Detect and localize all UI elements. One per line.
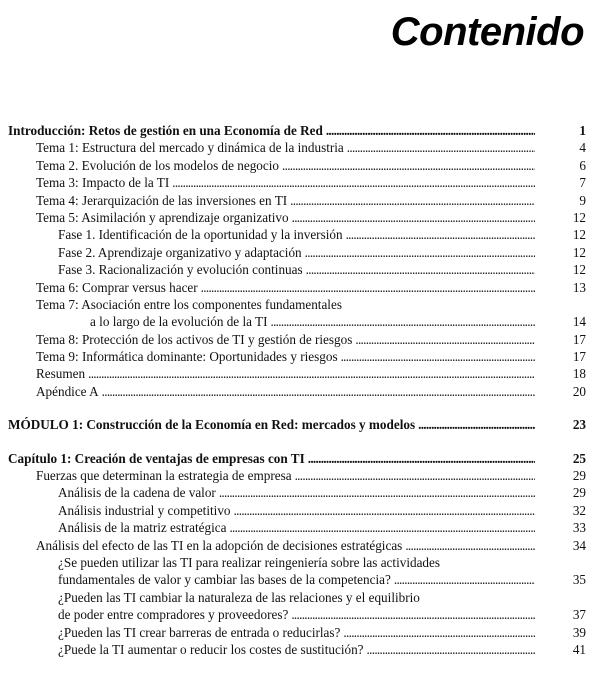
toc-page-number: 29: [572, 485, 586, 501]
toc-entry-title: Apéndice A: [36, 383, 99, 399]
toc-entry-title: Análisis industrial y competitivo: [58, 502, 231, 518]
toc-page-number: 12: [572, 209, 586, 225]
toc-entry-title: Análisis del efecto de las TI en la adopción de decisiones estratégicas: [36, 537, 403, 553]
dot-leader: [346, 226, 535, 243]
toc-page-number: 37: [572, 607, 586, 623]
toc-entry-title: Tema 3: Impacto de la TI: [36, 175, 170, 191]
toc-entry-title: a lo largo de la evolución de la TI: [90, 314, 268, 330]
toc-page-number: 34: [572, 537, 586, 553]
dot-leader: [305, 244, 535, 261]
dot-leader: [326, 122, 535, 139]
toc-entry: [0, 261, 600, 278]
toc-page-number: 33: [572, 520, 586, 536]
toc-entry-title: Tema 6: Comprar versus hacer: [36, 279, 198, 295]
toc-page-number: 6: [579, 157, 586, 173]
toc-entry-title: Análisis de la cadena de valor: [58, 485, 216, 501]
dot-leader: [341, 348, 535, 365]
dot-leader: [405, 537, 535, 554]
dot-leader: [394, 571, 535, 588]
toc-entry: [0, 450, 600, 467]
toc-entry-title: MÓDULO 1: Construcción de la Economía en Red: mercados y modelos: [8, 417, 416, 433]
dot-leader: [295, 467, 535, 484]
toc-entry: [0, 416, 600, 433]
toc-entry-title: Tema 4: Jerarquización de las inversiones en TI: [36, 192, 288, 208]
toc-entry-title: Tema 5: Asimilación y aprendizaje organizativo: [36, 209, 289, 225]
dot-leader: [282, 157, 535, 174]
dot-leader: [219, 484, 535, 501]
toc-entry: [0, 365, 600, 382]
toc-entry: [0, 537, 600, 554]
toc-entry: [0, 502, 600, 519]
dot-leader: [234, 502, 535, 519]
toc-entry-title: ¿Pueden las TI crear barreras de entrada o reducirlas?: [58, 624, 341, 640]
section-gap: [0, 400, 600, 416]
toc-entry: [0, 606, 600, 623]
dot-leader: [367, 641, 535, 658]
toc-entry: [0, 139, 600, 156]
toc-entry-title: ¿Pueden las TI cambiar la naturaleza de las relaciones y el equilibrio: [58, 589, 420, 605]
toc-page-number: 39: [572, 624, 586, 640]
toc-page-number: 32: [572, 502, 586, 518]
toc-entry: [0, 122, 600, 139]
table-of-contents: [0, 122, 600, 658]
toc-entry-title: Análisis de la matriz estratégica: [58, 520, 227, 536]
toc-entry: [0, 519, 600, 536]
toc-entry-title: Resumen: [36, 366, 86, 382]
page-title: Contenido: [390, 10, 584, 54]
toc-entry: [0, 226, 600, 243]
dot-leader: [418, 416, 535, 433]
dot-leader: [88, 365, 535, 382]
toc-entry: [0, 174, 600, 191]
toc-page-number: 12: [572, 244, 586, 260]
toc-page-number: 25: [572, 450, 586, 466]
toc-entry: [0, 296, 600, 313]
toc-entry: [0, 331, 600, 348]
toc-entry-title: Introducción: Retos de gestión en una Economía de Red: [8, 123, 323, 138]
toc-page-number: 18: [572, 366, 586, 382]
toc-page-number: 7: [579, 175, 586, 191]
toc-entry-title: Capítulo 1: Creación de ventajas de empresas con TI: [8, 450, 305, 466]
section-gap: [0, 434, 600, 450]
dot-leader: [172, 174, 535, 191]
toc-entry-title: Fase 1. Identificación de la oportunidad y la inversión: [58, 227, 343, 243]
toc-entry: [0, 383, 600, 400]
toc-entry: [0, 279, 600, 296]
dot-leader: [291, 606, 535, 623]
toc-entry: [0, 467, 600, 484]
toc-page-number: 14: [572, 314, 586, 330]
dot-leader: [290, 192, 535, 209]
toc-page-number: 4: [579, 140, 586, 156]
dot-leader: [270, 313, 535, 330]
dot-leader: [308, 450, 535, 467]
toc-page-number: 17: [572, 331, 586, 347]
toc-page-number: 17: [572, 349, 586, 365]
toc-entry-title: fundamentales de valor y cambiar las bases de la competencia?: [58, 572, 391, 588]
toc-entry-title: Tema 7: Asociación entre los componentes fundamentales: [36, 296, 342, 312]
toc-entry: [0, 209, 600, 226]
toc-entry: [0, 554, 600, 571]
toc-page-number: 1: [579, 123, 586, 138]
dot-leader: [292, 209, 535, 226]
dot-leader: [355, 331, 535, 348]
toc-entry: [0, 589, 600, 606]
dot-leader: [201, 279, 535, 296]
toc-entry-title: Tema 2. Evolución de los modelos de negocio: [36, 157, 279, 173]
toc-entry-title: Tema 9: Informática dominante: Oportunidades y riesgos: [36, 349, 338, 365]
toc-entry-title: Fuerzas que determinan la estrategia de empresa: [36, 468, 292, 484]
toc-entry: [0, 571, 600, 588]
toc-page-number: 12: [572, 262, 586, 278]
toc-entry-title: Tema 1: Estructura del mercado y dinámica de la industria: [36, 140, 344, 156]
dot-leader: [102, 383, 535, 400]
toc-entry-title: de poder entre compradores y proveedores?: [58, 607, 289, 623]
toc-page-number: 35: [572, 572, 586, 588]
dot-leader: [347, 139, 535, 156]
toc-page-number: 23: [572, 417, 586, 433]
dot-leader: [306, 261, 535, 278]
toc-entry-title: Fase 3. Racionalización y evolución continuas: [58, 262, 303, 278]
toc-entry: [0, 641, 600, 658]
toc-page-number: 29: [572, 468, 586, 484]
toc-page-number: 9: [579, 192, 586, 208]
dot-leader: [229, 519, 535, 536]
toc-entry-title: ¿Se pueden utilizar las TI para realizar reingeniería sobre las actividades: [58, 554, 441, 570]
toc-entry: [0, 484, 600, 501]
toc-page-number: 20: [572, 383, 586, 399]
toc-entry: [0, 624, 600, 641]
toc-entry: [0, 244, 600, 261]
toc-entry: [0, 348, 600, 365]
toc-entry-title: ¿Puede la TI aumentar o reducir los costes de sustitución?: [58, 641, 364, 657]
toc-page-number: 41: [572, 641, 586, 657]
toc-entry-title: Tema 8: Protección de los activos de TI y gestión de riesgos: [36, 331, 353, 347]
toc-entry-title: Fase 2. Aprendizaje organizativo y adaptación: [58, 244, 302, 260]
dot-leader: [343, 624, 535, 641]
toc-page-number: 13: [572, 279, 586, 295]
toc-entry: [0, 157, 600, 174]
toc-entry: [0, 192, 600, 209]
toc-entry: [0, 313, 600, 330]
toc-page-number: 12: [572, 227, 586, 243]
